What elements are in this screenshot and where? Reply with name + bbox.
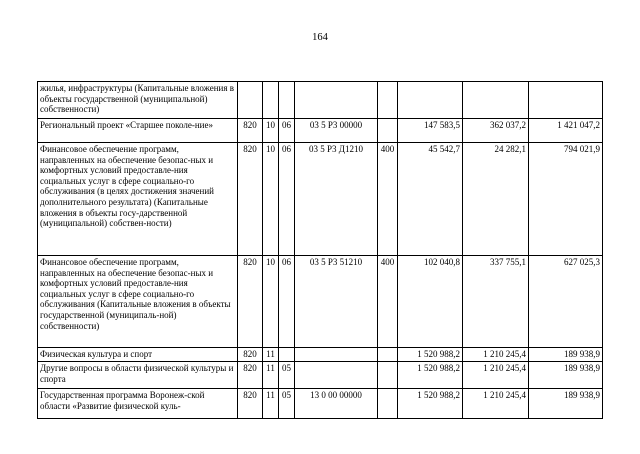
- row-grbs: 820: [238, 143, 263, 256]
- row-year3: [529, 82, 603, 119]
- row-rz: [263, 82, 279, 119]
- row-year3: 189 938,9: [529, 362, 603, 389]
- table-row: [38, 362, 603, 389]
- row-pr: [279, 348, 295, 362]
- table-row: [38, 119, 603, 143]
- row-year3: 1 421 047,2: [529, 119, 603, 143]
- table-row: [38, 389, 603, 419]
- row-vr: 400: [378, 143, 398, 256]
- row-pr: 06: [279, 119, 295, 143]
- row-pr: 05: [279, 362, 295, 389]
- row-year1: 147 583,5: [398, 119, 463, 143]
- row-grbs: 820: [238, 348, 263, 362]
- row-name: Государственная программа Воронеж-ской области «Развитие физической куль-: [38, 389, 238, 419]
- row-vr: [378, 119, 398, 143]
- row-rz: 10: [263, 143, 279, 256]
- page-number: 164: [312, 32, 328, 43]
- row-csr: [295, 362, 378, 389]
- table-row: [38, 348, 603, 362]
- table-row: [38, 256, 603, 348]
- row-rz: 11: [263, 389, 279, 419]
- row-name: жилья, инфраструктуры (Капитальные вложения в объекты государственной (муниципальной) собственности): [38, 82, 238, 119]
- row-csr: 03 5 P3 00000: [295, 119, 378, 143]
- row-csr: [295, 348, 378, 362]
- table-row: [38, 82, 603, 119]
- row-grbs: 820: [238, 362, 263, 389]
- row-year3: 189 938,9: [529, 389, 603, 419]
- row-name: Региональный проект «Старшее поколе-ние»: [38, 119, 238, 143]
- row-csr: 03 5 P3 Д1210: [295, 143, 378, 256]
- row-year2: 362 037,2: [463, 119, 529, 143]
- row-year2: 1 210 245,4: [463, 362, 529, 389]
- row-vr: 400: [378, 256, 398, 348]
- row-year1: [398, 82, 463, 119]
- row-year2: [463, 82, 529, 119]
- row-vr: [378, 82, 398, 119]
- row-rz: 10: [263, 119, 279, 143]
- row-vr: [378, 362, 398, 389]
- row-csr: [295, 82, 378, 119]
- row-year1: 1 520 988,2: [398, 389, 463, 419]
- row-name: Финансовое обеспечение программ, направленных на обеспечение безопас-ных и комфортных условий предоставле-ния социальных услуг в сфере социально-го обслуживания (в целях достижения значений дополнительного результата) (Капитальные вложения в объекты госу-дарственной (муниципальной) собствен-ности): [38, 143, 238, 256]
- budget-table: [37, 81, 603, 419]
- table-row: [38, 143, 603, 256]
- row-year1: 1 520 988,2: [398, 362, 463, 389]
- row-rz: 11: [263, 362, 279, 389]
- row-year1: 1 520 988,2: [398, 348, 463, 362]
- row-rz: 11: [263, 348, 279, 362]
- row-csr: 03 5 P3 51210: [295, 256, 378, 348]
- row-year2: 24 282,1: [463, 143, 529, 256]
- row-pr: 05: [279, 389, 295, 419]
- row-year2: 337 755,1: [463, 256, 529, 348]
- row-name: Физическая культура и спорт: [38, 348, 238, 362]
- row-rz: 10: [263, 256, 279, 348]
- row-pr: [279, 82, 295, 119]
- row-year3: 794 021,9: [529, 143, 603, 256]
- row-vr: [378, 348, 398, 362]
- row-csr: 13 0 00 00000: [295, 389, 378, 419]
- row-name: Другие вопросы в области физической культуры и спорта: [38, 362, 238, 389]
- row-vr: [378, 389, 398, 419]
- row-year1: 45 542,7: [398, 143, 463, 256]
- row-year1: 102 040,8: [398, 256, 463, 348]
- row-grbs: 820: [238, 389, 263, 419]
- row-year2: 1 210 245,4: [463, 389, 529, 419]
- row-grbs: 820: [238, 119, 263, 143]
- row-pr: 06: [279, 256, 295, 348]
- row-year2: 1 210 245,4: [463, 348, 529, 362]
- row-pr: 06: [279, 143, 295, 256]
- row-grbs: 820: [238, 256, 263, 348]
- row-year3: 627 025,3: [529, 256, 603, 348]
- row-grbs: [238, 82, 263, 119]
- row-year3: 189 938,9: [529, 348, 603, 362]
- row-name: Финансовое обеспечение программ, направленных на обеспечение безопас-ных и комфортных условий предоставле-ния социальных услуг в сфере социально-го обслуживания (Капитальные вложения в объекты государственной (муниципаль-ной) собственности): [38, 256, 238, 348]
